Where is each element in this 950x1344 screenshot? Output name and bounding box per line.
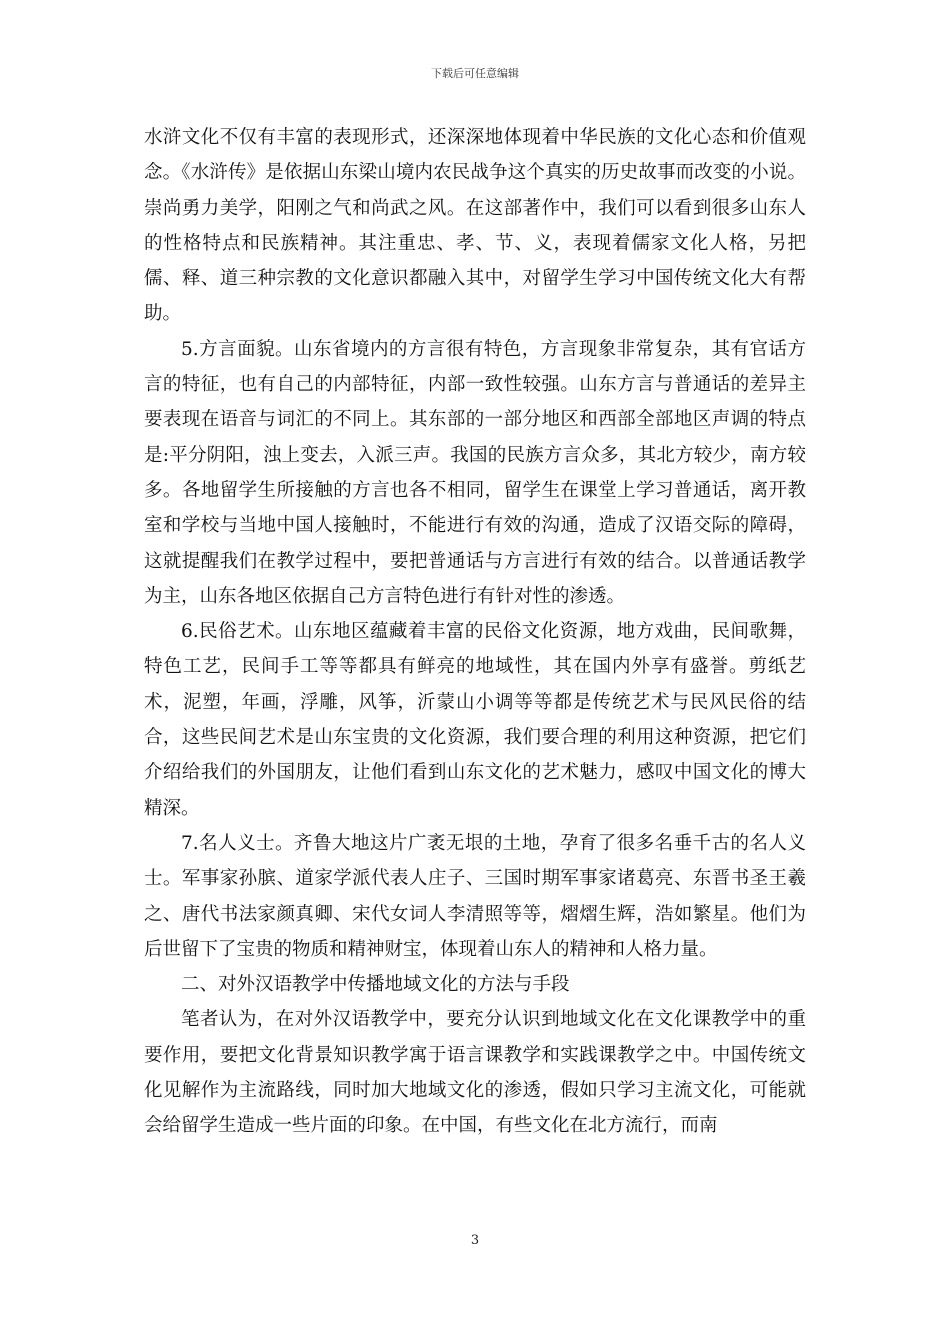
section-heading: 二、对外汉语教学中传播地域文化的方法与手段: [181, 974, 570, 996]
paragraph-dialect: 5.方言面貌。山东省境内的方言很有特色，方言现象非常复杂，其有官话方言的特征，也有自己的内部特征，内部一致性较强。山东方言与普通话的差异主要表现在语音与词汇的不同上。其东部的一部分地区和西部全部地区声调的特点是:平分阴阳，浊上变去，入派三声。我国的民族方言众多，其北方较少，南方较多。各地留学生所接触的方言也各不相同，留学生在课堂上学习普通话，离开教室和学校与当地中国人接触时，不能进行有效的沟通，造成了汉语交际的障碍，这就提醒我们在教学过程中，要把普通话与方言进行有效的结合。以普通话教学为主，山东各地区依据自己方言特色进行有针对性的渗透。: [144, 338, 806, 607]
paragraph-folk-art: 6.民俗艺术。山东地区蕴藏着丰富的民俗文化资源，地方戏曲，民间歌舞，特色工艺，民间手工等等都具有鲜亮的地域性，其在国内外享有盛誉。剪纸艺术，泥塑，年画，浮雕，风筝，沂蒙山小调等等都是传统艺术与民风民俗的结合，这些民间艺术是山东宝贵的文化资源，我们要合理的利用这种资源，把它们介绍给我们的外国朋友，让他们看到山东文化的艺术魅力，感叹中国文化的博大精深。: [144, 621, 806, 819]
page-header: [0, 66, 950, 82]
header-text: 下载后可任意编辑: [431, 67, 519, 80]
document-body: [144, 120, 806, 1144]
paragraph-famous-people: 7.名人义士。齐鲁大地这片广袤无垠的土地，孕育了很多名垂千古的名人义士。军事家孙膑、道家学派代表人庄子、三国时期军事家诸葛亮、东晋书圣王羲之、唐代书法家颜真卿、宋代女词人李清照等等，熠熠生辉，浩如繁星。他们为后世留下了宝贵的物质和精神财宝，体现着山东人的精神和人格力量。: [144, 832, 806, 960]
paragraph-teaching-methods: 笔者认为，在对外汉语教学中，要充分认识到地域文化在文化课教学中的重要作用，要把文化背景知识教学寓于语言课教学和实践课教学之中。中国传统文化见解作为主流路线，同时加大地域文化的渗透，假如只学习主流文化，可能就会给留学生造成一些片面的印象。在中国，有些文化在北方流行，而南: [144, 1009, 806, 1137]
paragraph-water-margin-culture: 水浒文化不仅有丰富的表现形式，还深深地体现着中华民族的文化心态和价值观念。《水浒传》是依据山东梁山境内农民战争这个真实的历史故事而改变的小说。崇尚勇力美学，阳刚之气和尚武之风。在这部著作中，我们可以看到很多山东人的性格特点和民族精神。其注重忠、孝、节、义，表现着儒家文化人格，另把儒、释、道三种宗教的文化意识都融入其中，对留学生学习中国传统文化大有帮助。: [144, 127, 806, 325]
page-number: 3: [470, 1233, 480, 1248]
page-footer: [0, 1232, 950, 1250]
